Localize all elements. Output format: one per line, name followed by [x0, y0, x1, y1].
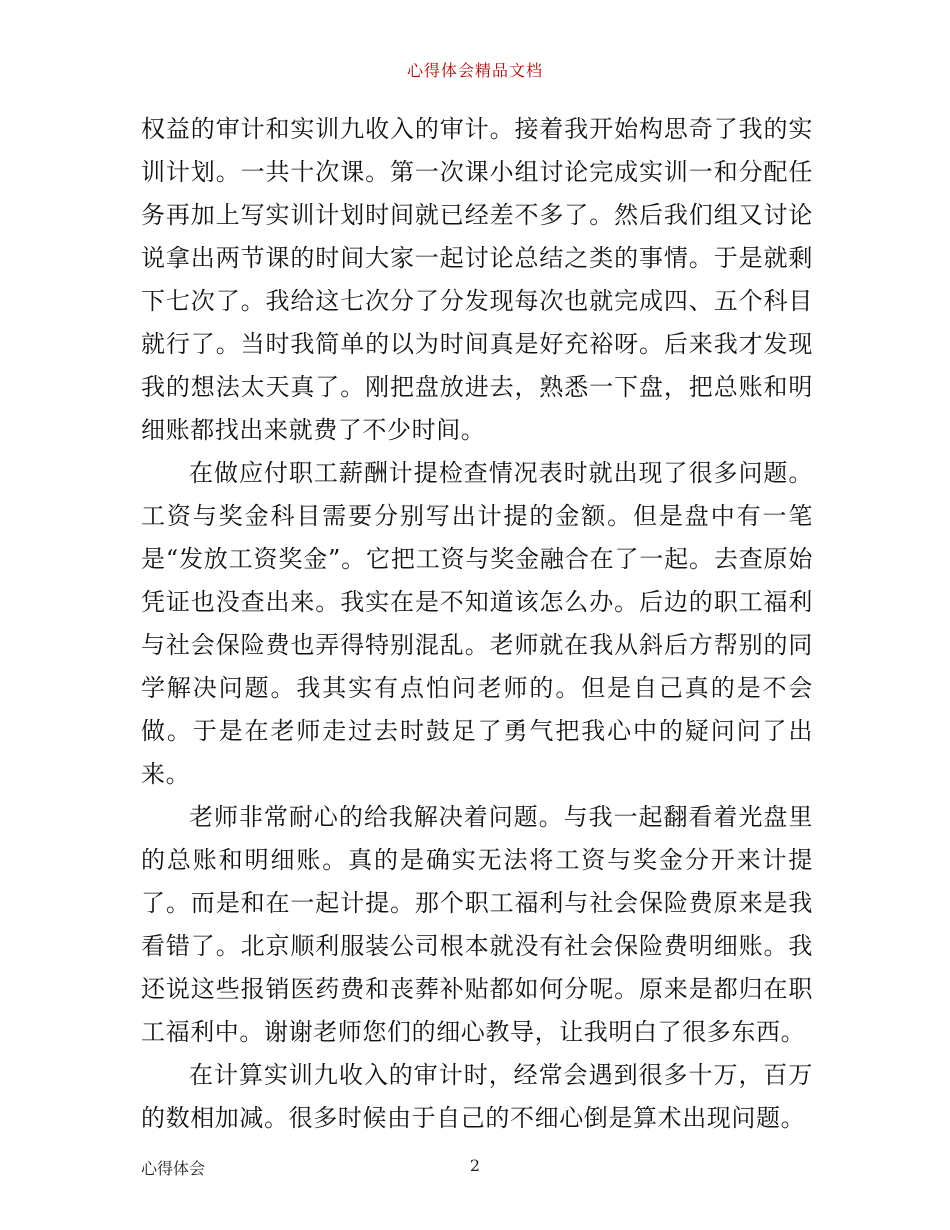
- paragraph-continued: 权益的审计和实训九收入的审计。接着我开始构思奇了我的实训计划。一共十次课。第一次课小组讨论完成实训一和分配任务再加上写实训计划时间就已经差不多了。然后我们组又讨论说拿出两节课的时间大家一起讨论总结之类的事情。于是就剩下七次了。我给这七次分了分发现每次也就完成四、五个科目就行了。当时我简单的以为时间真是好充裕呀。后来我才发现我的想法太天真了。刚把盘放进去，熟悉一下盘，把总账和明细账都找出来就费了不少时间。: [141, 115, 813, 444]
- page-header-title: 心得体会精品文档: [406, 61, 543, 80]
- paragraph: 在做应付职工薪酬计提检查情况表时就出现了很多问题。工资与奖金科目需要分别写出计提的金额。但是盘中有一笔是“发放工资奖金”。它把工资与奖金融合在了一起。去查原始凭证也没查出来。我实在是不知道该怎么办。后边的职工福利与社会保险费也弄得特别混乱。老师就在我从斜后方帮别的同学解决问题。我其实有点怕问老师的。但是自己真的是不会做。于是在老师走过去时鼓足了勇气把我心中的疑问问了出来。: [141, 459, 813, 788]
- paragraph: 老师非常耐心的给我解决着问题。与我一起翻看着光盘里的总账和明细账。真的是确实无法将工资与奖金分开来计提了。而是和在一起计提。那个职工福利与社会保险费原来是我看错了。北京顺利服装公司根本就没有社会保险费明细账。我还说这些报销医药费和丧葬补贴都如何分呢。原来是都归在职工福利中。谢谢老师您们的细心教导，让我明白了很多东西。: [141, 803, 813, 1046]
- page-number: 2: [469, 1156, 481, 1175]
- paragraph: 在计算实训九收入的审计时，经常会遇到很多十万，百万的数相加减。很多时候由于自己的不细心倒是算术出现问题。: [141, 1061, 813, 1132]
- footer-label: 心得体会: [141, 1159, 206, 1178]
- document-body: [141, 108, 813, 1140]
